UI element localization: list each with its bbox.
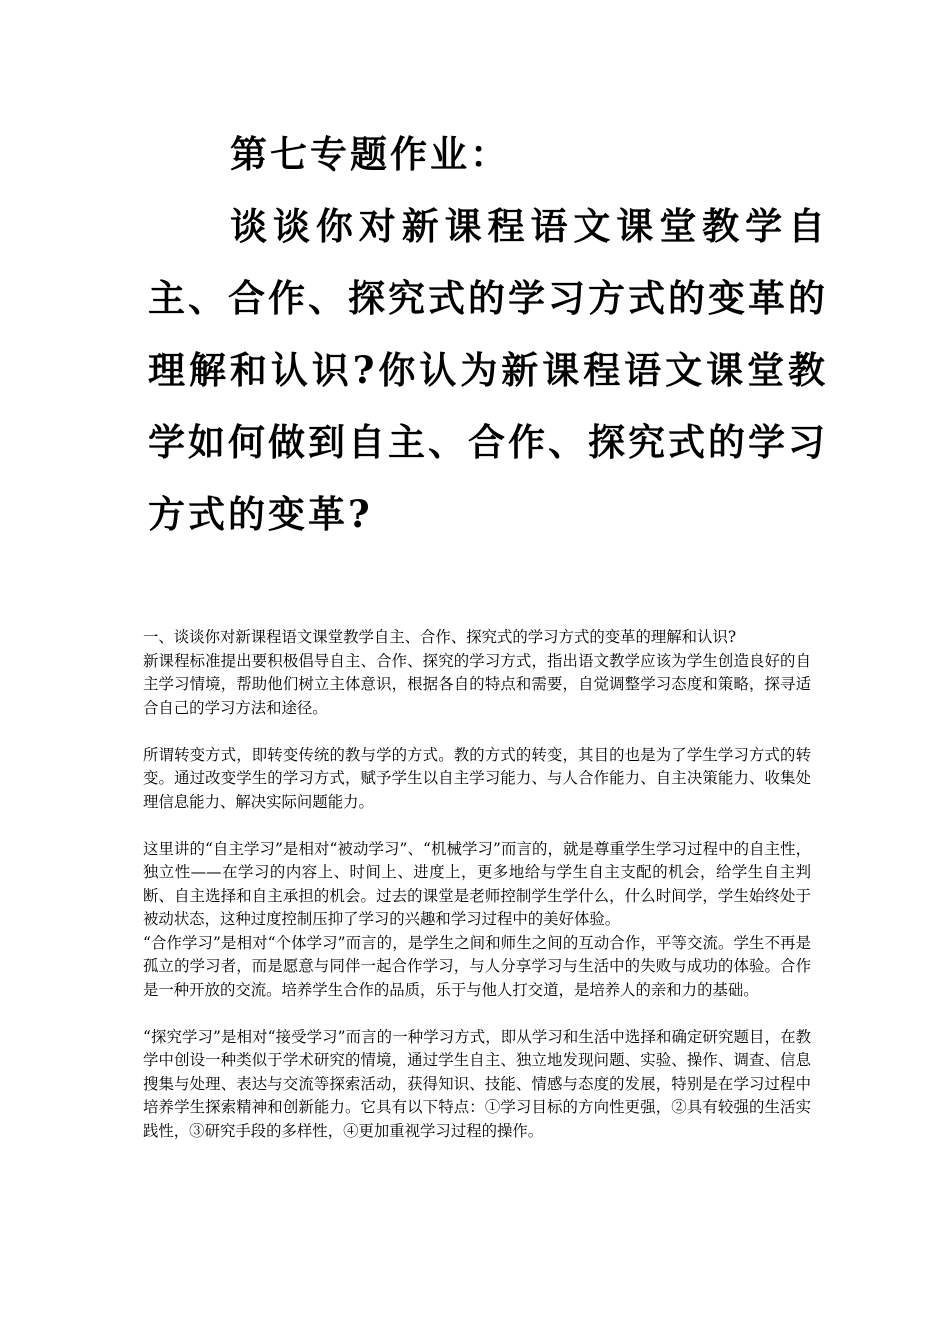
assignment-question: 谈谈你对新课程语文课堂教学自主、合作、探究式的学习方式的变革的理解和认识?你认为新课程语文课堂教学如何做到自主、合作、探究式的学习方式的变革? — [148, 204, 828, 536]
assignment-heading — [148, 118, 828, 550]
paragraph-autonomous-learning: 这里讲的“自主学习”是相对“被动学习”、“机械学习”而言的，就是尊重学生学习过程中的自主性，独立性——在学习的内容上、时间上、进度上，更多地给与学生自主支配的机会，给学生自主判断、自主选择和自主承担的机会。过去的课堂是老师控制学生学什么，什么时间学，学生始终处于被动状态，这种过度控制压抑了学习的兴趣和学习过程中的美好体验。 — [143, 839, 811, 928]
paragraph-standards: 新课程标准提出要积极倡导自主、合作、探究的学习方式，指出语文教学应该为学生创造良好的自主学习情境，帮助他们树立主体意识，根据各自的特点和需要，自觉调整学习态度和策略，探寻适合自己的学习方法和途径。 — [143, 651, 811, 717]
paragraph-inquiry-learning: “探究学习”是相对“接受学习”而言的一种学习方式，即从学习和生活中选择和确定研究题目，在教学中创设一种类似于学术研究的情境，通过学生自主、独立地发现问题、实验、操作、调查、信息搜集与处理、表达与交流等探索活动，获得知识、技能、情感与态度的发展，特别是在学习过程中培养学生探索精神和创新能力。它具有以下特点：①学习目标的方向性更强，②具有较强的生活实践性，③研究手段的多样性，④更加重视学习过程的操作。 — [143, 1027, 811, 1140]
paragraph-transformation: 所谓转变方式，即转变传统的教与学的方式。教的方式的转变，其目的也是为了学生学习方式的转变。通过改变学生的学习方式，赋予学生以自主学习能力、与人合作能力、自主决策能力、收集处理信息能力、解决实际问题能力。 — [143, 745, 811, 811]
section-title: 一、谈谈你对新课程语文课堂教学自主、合作、探究式的学习方式的变革的理解和认识? — [143, 628, 737, 646]
answer-body — [143, 626, 811, 1143]
paragraph-cooperative-learning: “合作学习”是相对“个体学习”而言的，是学生之间和师生之间的互动合作，平等交流。学生不再是孤立的学习者，而是愿意与同伴一起合作学习，与人分享学习与生活中的失败与成功的体验。合作是一种开放的交流。培养学生合作的品质，乐于与他人打交道，是培养人的亲和力的基础。 — [143, 933, 811, 999]
assignment-label: 第七专题作业： — [230, 132, 510, 176]
